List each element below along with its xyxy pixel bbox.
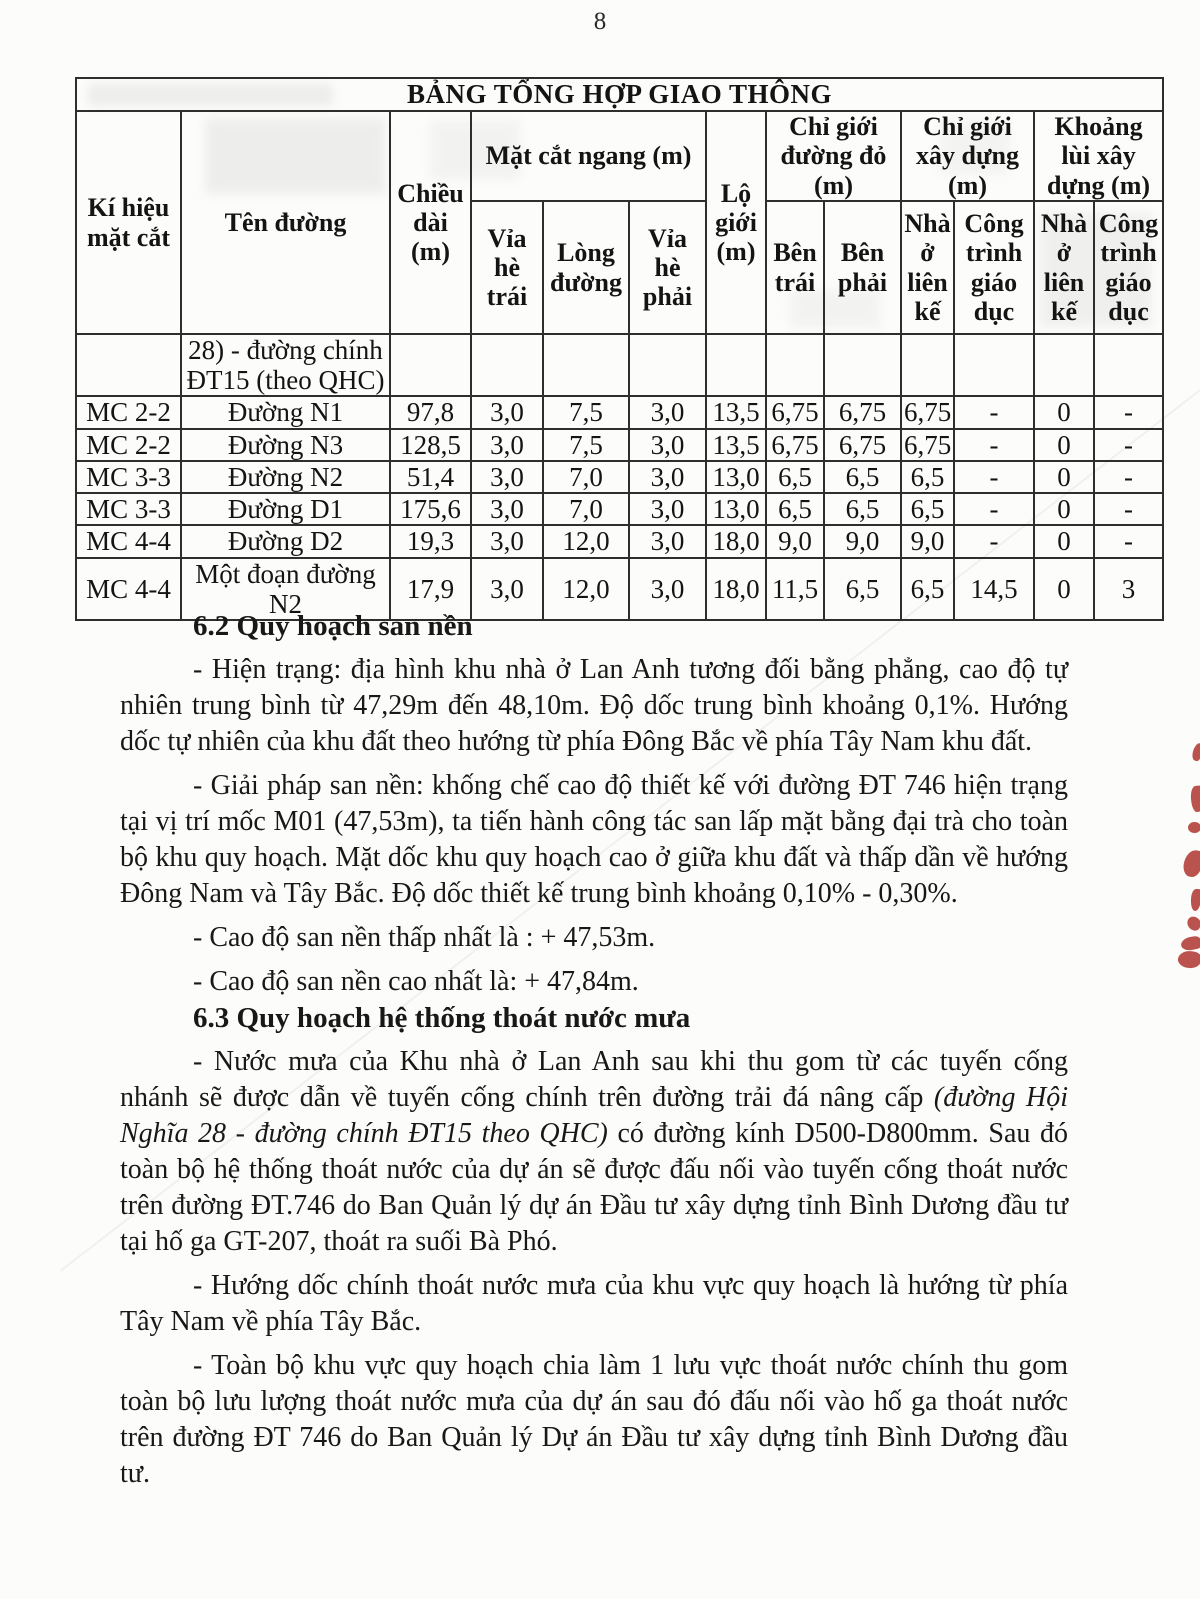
header-cong-trinh-giao-duc-2: Công trình giáo dục [1094,201,1163,334]
table-cell [766,334,824,396]
table-cell: 12,0 [543,558,629,620]
table-cell: Đường N1 [181,396,390,428]
table-row [76,334,1163,396]
table-cell [1094,334,1163,396]
header-chi-gioi-duong-do: Chỉ giới đường đỏ (m) [766,111,901,201]
red-ink-mark [1188,822,1200,833]
table-cell: - [954,396,1034,428]
table-cell: - [1094,429,1163,461]
paragraph: - Cao độ san nền thấp nhất là : + 47,53m. [193,922,656,953]
table-header-group-row [76,111,1163,201]
red-ink-mark [1191,742,1200,762]
table-cell: - [954,461,1034,493]
header-long-duong: Lòng đường [543,201,629,334]
table-cell: MC 3-3 [76,493,181,525]
red-ink-mark [1177,949,1200,969]
table-row [76,429,1163,461]
header-via-he-phai: Vỉa hè phải [629,201,706,334]
red-ink-mark [1185,915,1200,933]
table-cell: 0 [1034,558,1094,620]
table-cell: 6,75 [901,429,954,461]
table-cell [824,334,901,396]
table-cell: - [954,493,1034,525]
header-via-he-trai: Vỉa hè trái [471,201,543,334]
table-cell: 17,9 [390,558,471,620]
header-nha-o-lien-ke-2: Nhà ở liên kế [1034,201,1094,334]
header-ben-phai: Bên phải [824,201,901,334]
table-cell: 3,0 [471,429,543,461]
table-cell: 6,5 [766,461,824,493]
table-cell: 6,5 [824,558,901,620]
paragraph-segment: - Nước mưa của Khu nhà ở Lan Anh sau khi thu gom từ các tuyến cống nhánh sẽ được dẫn về tuyến cống chính trên đường trải đá nâng cấp [120,1046,1068,1113]
table-cell: MC 4-4 [76,558,181,620]
table-cell [954,334,1034,396]
page-number: 8 [593,8,607,35]
header-nha-o-lien-ke-1: Nhà ở liên kế [901,201,954,334]
table-cell: 6,75 [766,396,824,428]
table-cell: 6,5 [901,493,954,525]
table-cell [543,334,629,396]
header-chi-gioi-xay-dung: Chỉ giới xây dựng (m) [901,111,1034,201]
table-cell: 6,5 [824,461,901,493]
red-ink-mark [1182,849,1200,879]
section-heading-6-3: 6.3 Quy hoạch hệ thống thoát nước mưa [193,1002,691,1034]
header-ten-duong: Tên đường [181,111,390,334]
table-row [76,525,1163,557]
table-cell: Đường N3 [181,429,390,461]
paragraph: - Hướng dốc chính thoát nước mưa của khu vực quy hoạch là hướng từ phía Tây Nam về phía Tây Bắc. [120,1270,1068,1337]
header-khoang-lui-xay-dung: Khoảng lùi xây dựng (m) [1034,111,1163,201]
red-ink-mark [1189,785,1200,812]
header-cong-trinh-giao-duc-1: Công trình giáo dục [954,201,1034,334]
paragraph: - Toàn bộ khu vực quy hoạch chia làm 1 lưu vực thoát nước chính thu gom toàn bộ lưu lượng thoát nước mưa của dự án sau đó đấu nối vào hố ga thoát nước trên đường ĐT 746 do Ban Quản lý Dự án Đầu tư xây dựng tỉnh Bình Dương đầu tư. [120,1350,1068,1489]
table-cell [471,334,543,396]
table-cell: 0 [1034,493,1094,525]
header-chieu-dai: Chiều dài (m) [390,111,471,334]
table-cell: 3,0 [629,558,706,620]
table-cell [76,334,181,396]
paragraph-segment: có đường kính D500-D800mm. Sau đó toàn bộ hệ thống thoát nước của dự án sẽ được đấu nối vào tuyến cống thoát nước trên đường ĐT.746 do Ban Quản lý dự án Đầu tư xây dựng tỉnh Bình Dương đầu tư tại hố ga GT-207, thoát ra suối Bà Phó. [120,1118,1068,1257]
table-cell [629,334,706,396]
table-cell: 128,5 [390,429,471,461]
table-title-row [76,78,1163,111]
table-cell: 6,5 [901,461,954,493]
section-heading-6-2: 6.2 Quy hoạch san nền [193,610,473,642]
table-cell: 28) - đường chính ĐT15 (theo QHC) [181,334,390,396]
paragraph [120,1044,1068,1260]
table-cell: 3,0 [471,493,543,525]
table-cell: 14,5 [954,558,1034,620]
table-cell: 0 [1034,461,1094,493]
table-cell: 6,5 [824,493,901,525]
table-cell: 0 [1034,525,1094,557]
table-cell: 3,0 [471,525,543,557]
table-cell: 6,75 [766,429,824,461]
table-cell: 6,75 [901,396,954,428]
table-cell: 51,4 [390,461,471,493]
table-cell: 18,0 [706,558,766,620]
table-cell: - [954,429,1034,461]
table-cell: 6,5 [901,558,954,620]
table-cell: 13,5 [706,429,766,461]
table-title: BẢNG TỔNG HỢP GIAO THÔNG [76,78,1163,111]
red-ink-mark [1191,889,1200,911]
table-cell: 12,0 [543,525,629,557]
table-cell: 3,0 [471,558,543,620]
table-cell: 3,0 [629,525,706,557]
table-cell: MC 3-3 [76,461,181,493]
table-cell: 3,0 [629,396,706,428]
table-cell: 11,5 [766,558,824,620]
table-cell: 7,0 [543,461,629,493]
table-cell: MC 2-2 [76,429,181,461]
table-cell: Một đoạn đường N2 [181,558,390,620]
header-lo-gioi: Lộ giới (m) [706,111,766,334]
table-cell: 175,6 [390,493,471,525]
table-cell: 6,75 [824,429,901,461]
table-cell: - [1094,525,1163,557]
header-mat-cat-ngang: Mặt cắt ngang (m) [471,111,706,201]
table-cell: 9,0 [901,525,954,557]
table-body [76,334,1163,620]
table-cell [901,334,954,396]
text-column [120,608,1068,1492]
table-cell: - [954,525,1034,557]
table-cell: - [1094,493,1163,525]
table-cell: 97,8 [390,396,471,428]
table-cell: 3,0 [629,461,706,493]
table-cell: 3,0 [629,493,706,525]
table-cell: 0 [1034,396,1094,428]
table-cell: 13,0 [706,493,766,525]
table-cell: 3 [1094,558,1163,620]
table-row [76,461,1163,493]
table-cell: 9,0 [766,525,824,557]
table-cell: 6,5 [766,493,824,525]
table-cell: 3,0 [471,461,543,493]
table-cell [706,334,766,396]
table-cell: Đường D1 [181,493,390,525]
table-cell: MC 2-2 [76,396,181,428]
paragraph-segment-italic: (đường Hội Nghĩa 28 - đường chính ĐT15 theo QHC) [120,1082,1068,1149]
table-cell: 6,75 [824,396,901,428]
table-cell: - [1094,396,1163,428]
table-cell: 7,5 [543,429,629,461]
header-ben-trai: Bên trái [766,201,824,334]
table-cell: 19,3 [390,525,471,557]
table-cell: 7,0 [543,493,629,525]
table-row [76,396,1163,428]
table-cell: 3,0 [629,429,706,461]
red-ink-mark [1180,935,1200,952]
table-cell: 9,0 [824,525,901,557]
table-cell: 3,0 [471,396,543,428]
paragraph: - Hiện trạng: địa hình khu nhà ở Lan Anh tương đối bằng phẳng, cao độ tự nhiên trung bình từ 47,29m đến 48,10m. Độ dốc trung bình khoảng 0,1%. Hướng dốc tự nhiên của khu đất theo hướng từ phía Đông Bắc về phía Tây Nam khu đất. [120,654,1068,757]
table-cell: 18,0 [706,525,766,557]
table-cell: 13,5 [706,396,766,428]
table-row [76,493,1163,525]
header-ki-hieu-mat-cat: Kí hiệu mặt cắt [76,111,181,334]
paragraph: - Giải pháp san nền: khống chế cao độ thiết kế với đường ĐT 746 hiện trạng tại vị trí mốc M01 (47,53m), ta tiến hành công tác san lấp mặt bằng đại trà cho toàn bộ khu quy hoạch. Mặt dốc khu quy hoạch cao ở giữa khu đất và thấp dần về hướng Đông Nam và Tây Bắc. Độ dốc thiết kế trung bình khoảng 0,10% - 0,30%. [120,770,1068,909]
paragraph: - Cao độ san nền cao nhất là: + 47,84m. [193,966,639,997]
table-cell: MC 4-4 [76,525,181,557]
table-cell [1034,334,1094,396]
table-cell: - [1094,461,1163,493]
table-cell: 13,0 [706,461,766,493]
table-cell: Đường D2 [181,525,390,557]
table-cell: Đường N2 [181,461,390,493]
table-cell: 0 [1034,429,1094,461]
table-cell [390,334,471,396]
traffic-summary-table [75,77,1164,621]
table-cell: 7,5 [543,396,629,428]
